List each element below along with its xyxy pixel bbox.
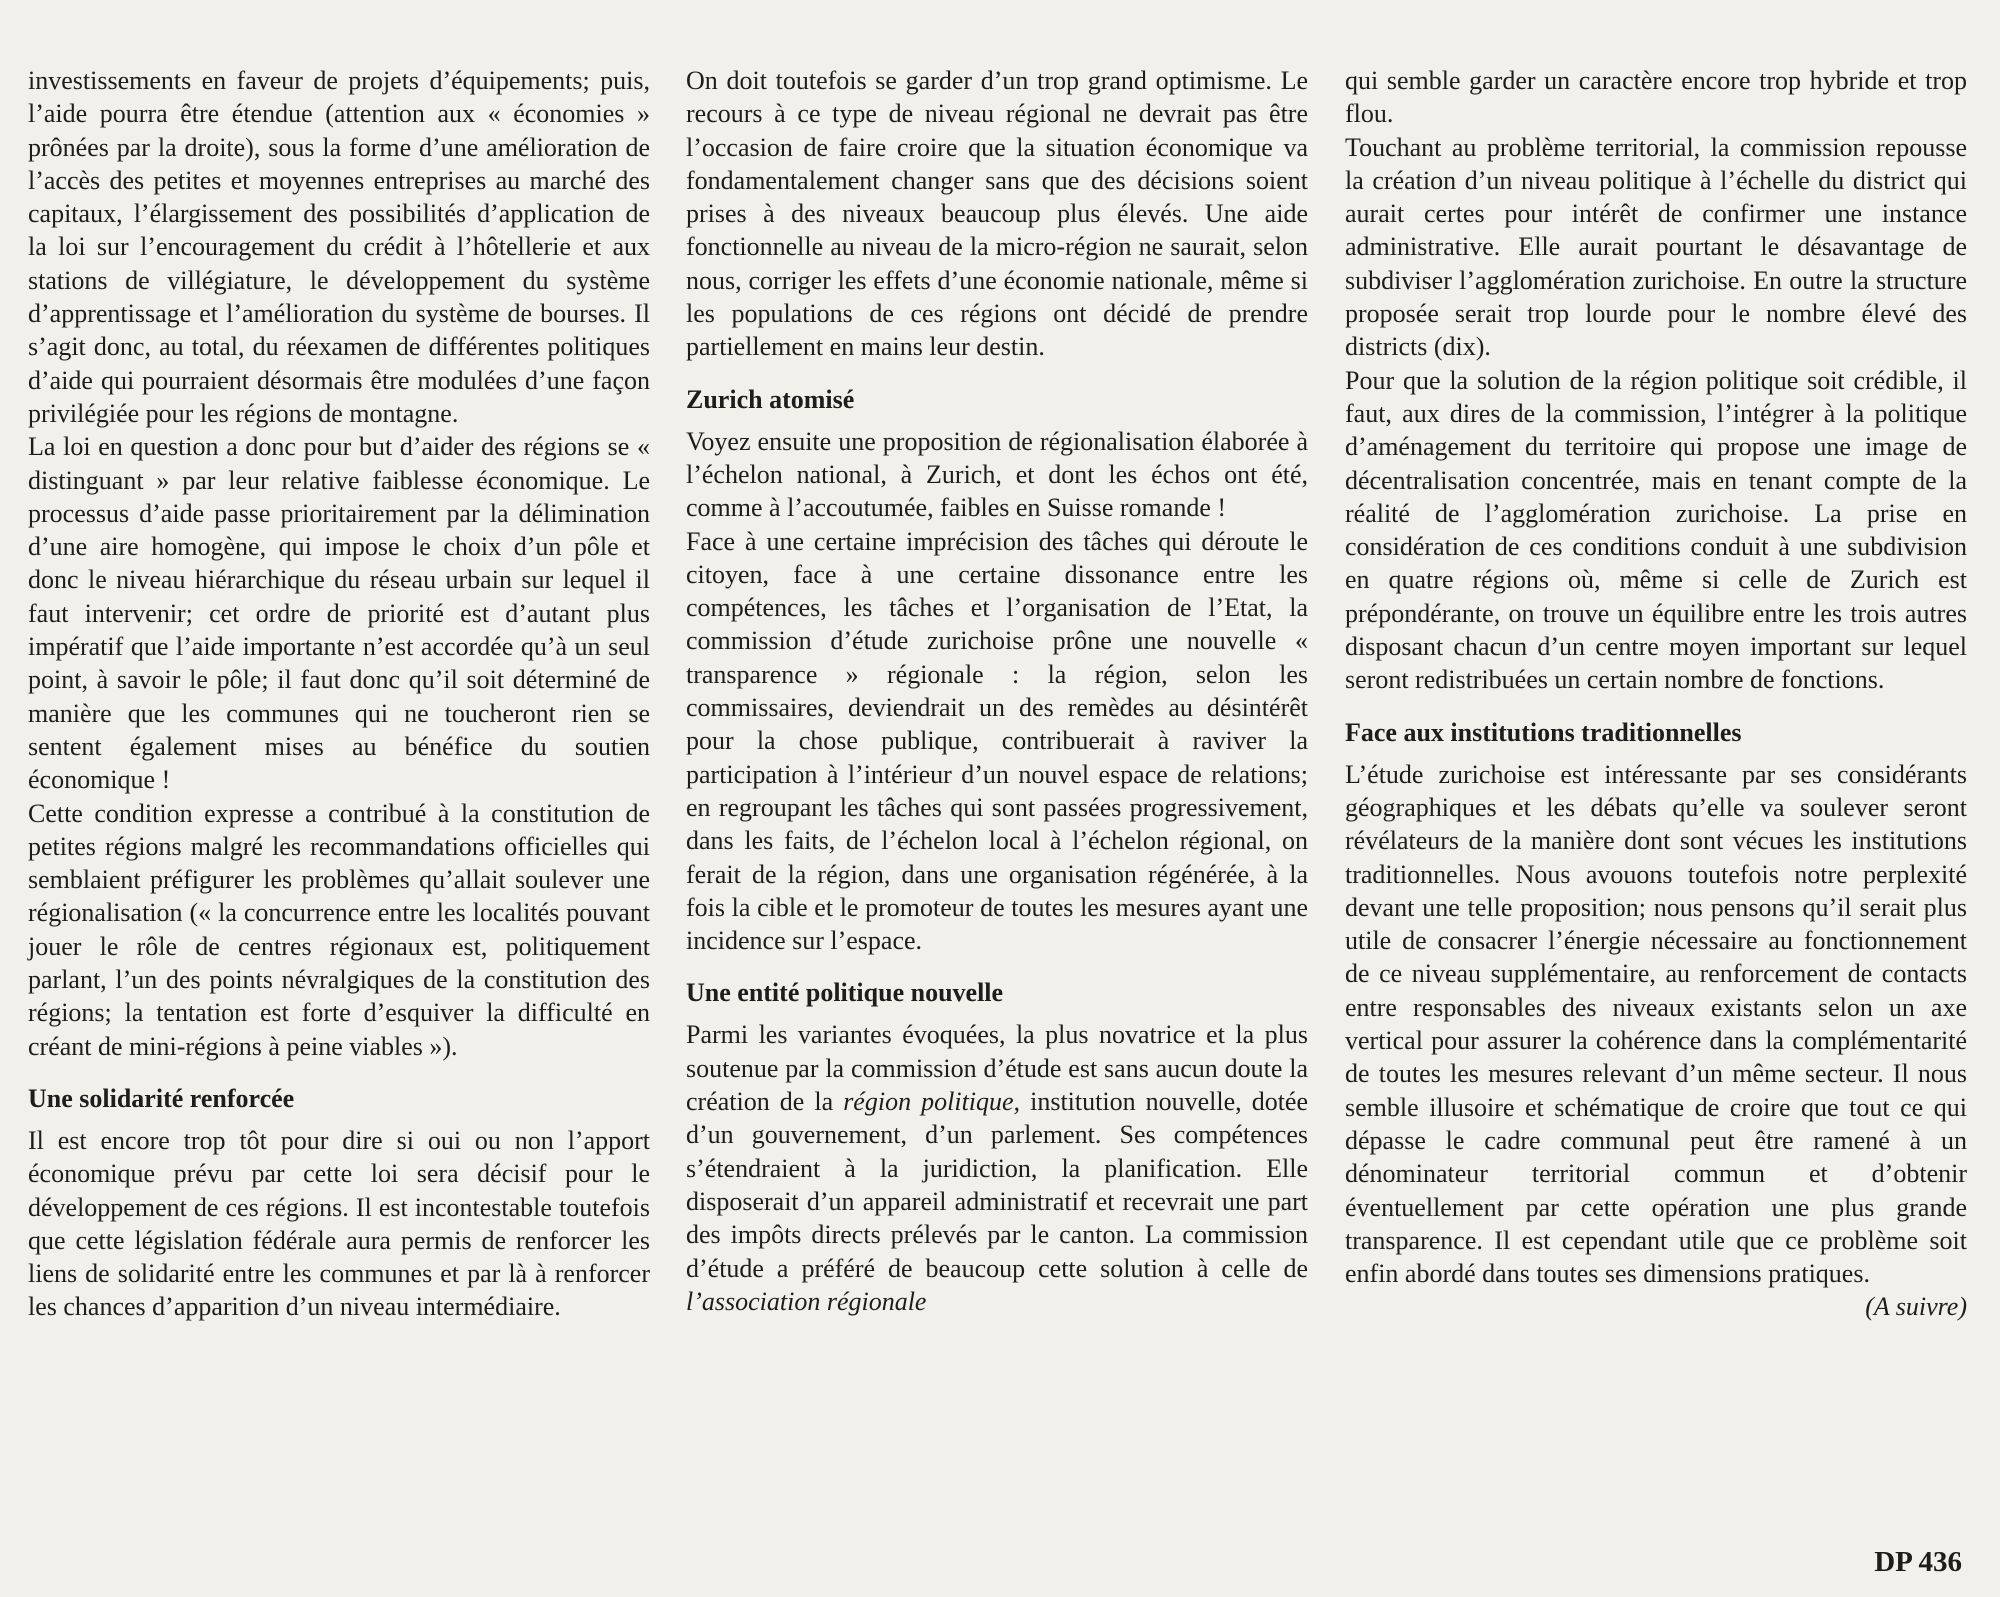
paragraph: La loi en question a donc pour but d’aider des régions se « distinguant » par leur relative faiblesse économique. Le processus d’aide passe prioritairement par la délimination d’une aire homogène, qui impose le choix d’un pôle et donc le niveau hiérarchique du réseau urbain sur lequel il faut intervenir; cet ordre de priorité est d’autant plus impératif que l’aide importante n’est accordée qu’à un seul point, à savoir le pôle; il faut donc qu’il soit déterminé de manière que les communes qui ne toucheront rien se sentent également mises au bénéfice du soutien économique ! <box>28 432 650 795</box>
text-run: L’étude zurichoise est intéressante par ses considérants géographiques et les débats qu’elle va soulever seront révélateurs de la manière dont sont vécues les institutions traditionnelles. Nous avouons toutefois notre perplexité devant une telle proposition; nous pensons qu’il serait plus utile de consacrer l’énergie nécessaire au fonctionnement de ce niveau supplémentaire, au renforcement de contacts entre responsables des niveaux existants selon un axe vertical pour assurer la cohérence dans la complémentarité de toutes les mesures relevant d’un même secteur. Il nous semble illusoire et schématique de croire que tout ce qui dépasse le cadre communal peut être ramené à un dénominateur territorial commun et d’obtenir éventuellement par cette opération une plus grande transparence. Il est cependant utile que ce problème soit enfin abordé dans toutes ses dimensions pratiques. <box>1345 759 1967 1289</box>
section-heading-entite: Une entité politique nouvelle <box>686 978 1004 1008</box>
paragraph: investissements en faveur de projets d’équipements; puis, l’aide pourra être étendue (attention aux « économies » prônées par la droite), sous la forme d’une amélioration de l’accès des petites et moyennes entreprises au marché des capitaux, l’élargissement des possibilités d’application de la loi sur l’encouragement du crédit à l’hôtellerie et aux stations de villégiature, le développement du système d’apprentissage et l’amélioration du système de bourses. Il s’agit donc, au total, du réexamen de différentes politiques d’aide qui pourraient désormais être modulées d’une façon privilégiée pour les régions de montagne. <box>28 66 650 428</box>
section-heading-solidarite: Une solidarité renforcée <box>28 1083 295 1113</box>
paragraph <box>686 1018 1308 1318</box>
paragraph: Face à une certaine imprécision des tâches qui déroute le citoyen, face à une certaine dissonance entre les compétences, les tâches et l’organisation de l’Etat, la commission d’étude zurichoise prône une nouvelle « transparence » régionale : la région, selon les commissaires, deviendrait un des remèdes au désintérêt pour la chose publique, contribuerait à raviver la participation à l’intérieur d’un nouvel espace de relations; en regroupant les tâches qui sont passées progressivement, dans les faits, de l’échelon local à l’échelon régional, on ferait de la région, dans une organisation régénérée, à la fois la cible et le promoteur de toutes les mesures ayant une incidence sur l’espace. <box>686 526 1308 956</box>
text-run: institution nouvelle, dotée d’un gouvernement, d’un parlement. Ses compétences s’étendraient à la juridiction, la planification. Elle disposerait d’un appareil administratif et recevrait une part des impôts directs prélevés par le canton. La commission d’étude a préféré de beaucoup cette solution à celle de <box>686 1087 1309 1283</box>
paragraph: Il est encore trop tôt pour dire si oui ou non l’apport économique prévu par cette loi sera décisif pour le développement de ces régions. Il est incontestable toutefois que cette législation fédérale aura permis de renforcer les liens de solidarité entre les communes et par là à renforcer les chances d’apparition d’un niveau intermédiaire. <box>28 1125 650 1322</box>
paragraph <box>1345 758 1967 1322</box>
to-be-continued: (A suivre) <box>1865 1292 1967 1322</box>
column-2 <box>686 64 1308 1318</box>
section-heading-zurich: Zurich atomisé <box>686 384 855 414</box>
italic-term: l’association régionale <box>686 1286 927 1316</box>
text-run: Parmi les variantes évoquées, la plus novatrice et la plus soutenue par la commission d’étude est sans aucun doute la création de la <box>686 1020 1308 1117</box>
paragraph: Voyez ensuite une proposition de régionalisation élaborée à l’échelon national, à Zurich, et dont les échos ont été, comme à l’accoutumée, faibles en Suisse romande ! <box>686 426 1308 523</box>
page-folio: DP 436 <box>1874 1546 1962 1578</box>
paragraph: Touchant au problème territorial, la commission repousse la création d’un niveau politique à l’échelle du district qui aurait certes pour intérêt de confirmer une instance administrative. Elle aurait pourtant le désavantage de subdiviser l’agglomération zurichoise. En outre la structure proposée serait trop lourde pour le nombre élevé des districts (dix). <box>1345 132 1967 362</box>
section-heading-institutions: Face aux institutions traditionnelles <box>1345 717 1742 747</box>
paragraph: qui semble garder un caractère encore trop hybride et trop flou. <box>1345 66 1967 129</box>
column-3 <box>1345 64 1967 1324</box>
italic-term: région politique, <box>843 1087 1021 1117</box>
paragraph: Cette condition expresse a contribué à la constitution de petites régions malgré les recommandations officielles qui semblaient préfigurer les problèmes qu’allait soulever une régionalisation (« la concurrence entre les localités pouvant jouer le rôle de centres régionaux est, politiquement parlant, l’un des points névralgiques de la constitution des régions; la tentation est forte d’esquiver la difficulté en créant de mini-régions à peine viables »). <box>28 798 650 1061</box>
paragraph: On doit toutefois se garder d’un trop grand optimisme. Le recours à ce type de niveau régional ne devrait pas être l’occasion de faire croire que la situation économique va fondamentalement changer sans que des décisions soient prises à des niveaux beaucoup plus élevés. Une aide fonctionnelle au niveau de la micro-région ne saurait, selon nous, corriger les effets d’une économie nationale, même si les populations de ces régions ont décidé de prendre partiellement en mains leur destin. <box>686 66 1308 362</box>
paragraph: Pour que la solution de la région politique soit crédible, il faut, aux dires de la commission, l’intégrer à la politique d’aménagement du territoire qui propose une image de décentralisation concentrée, mais en tenant compte de la réalité de l’agglomération zurichoise. La prise en considération de ces conditions conduit à une subdivision en quatre régions où, même si celle de Zurich est prépondérante, on trouve un équilibre entre les trois autres disposant chacun d’un centre moyen important sur lequel seront redistribuées un certain nombre de fonctions. <box>1345 365 1967 695</box>
column-1 <box>28 64 650 1324</box>
